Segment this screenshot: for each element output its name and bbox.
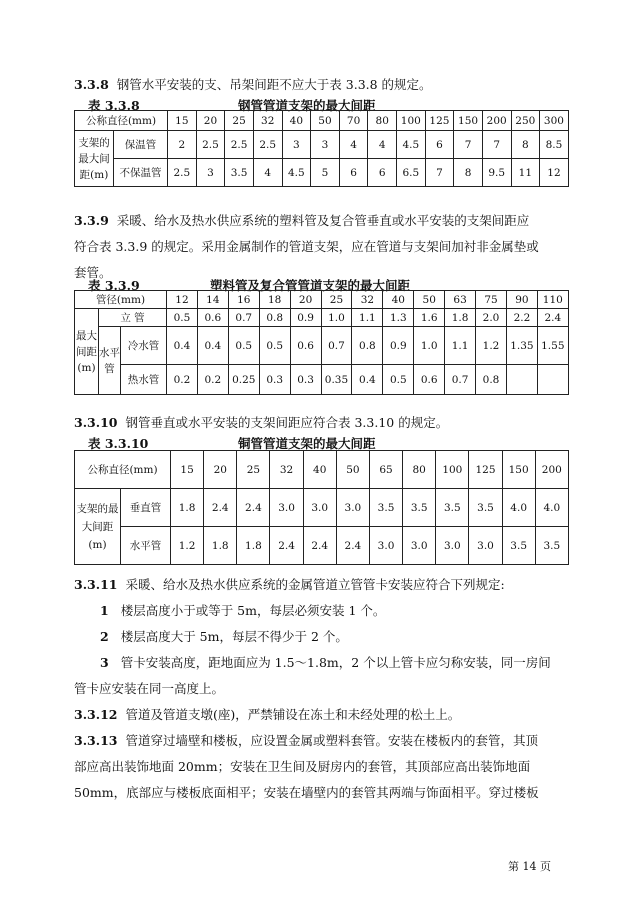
diameter-header-cell: 20 — [204, 451, 237, 489]
diameter-header-cell: 300 — [540, 111, 569, 131]
table-row — [75, 309, 569, 327]
value-cell: 3 — [311, 131, 340, 159]
value-cell: 1.0 — [414, 327, 445, 365]
value-cell: 1.55 — [537, 327, 568, 365]
value-cell: 0.25 — [228, 365, 259, 395]
value-cell — [537, 365, 568, 395]
list-item-text: 楼层高度小于或等于 5m，每层必须安装 1 个。 — [120, 603, 386, 618]
list-item-number: 2 — [100, 629, 109, 644]
value-cell: 0.3 — [290, 365, 321, 395]
list-item — [74, 624, 348, 650]
value-cell: 1.8 — [237, 527, 270, 565]
value-cell: 3.5 — [469, 489, 502, 527]
value-cell: 0.3 — [259, 365, 290, 395]
value-cell: 1.35 — [506, 327, 537, 365]
row-name: 不保温管 — [114, 159, 168, 187]
header-label: 公称直径(mm) — [75, 451, 171, 489]
value-cell: 3.0 — [369, 527, 402, 565]
diameter-header-cell: 32 — [352, 291, 383, 309]
row-group-label: 支架的最大间距(m) — [75, 131, 114, 187]
table-row — [75, 527, 569, 565]
diameter-header-cell: 150 — [502, 451, 535, 489]
value-cell: 4 — [253, 159, 282, 187]
value-cell: 4.0 — [502, 489, 535, 527]
diameter-header-cell: 15 — [168, 111, 197, 131]
diameter-header-cell: 80 — [403, 451, 436, 489]
diameter-header-cell: 18 — [259, 291, 290, 309]
value-cell: 3 — [196, 159, 225, 187]
value-cell: 1.2 — [171, 527, 204, 565]
diameter-header-cell: 32 — [253, 111, 282, 131]
value-cell: 3 — [282, 131, 311, 159]
value-cell: 2.4 — [237, 489, 270, 527]
diameter-header-cell: 63 — [445, 291, 476, 309]
diameter-header-cell: 14 — [197, 291, 228, 309]
value-cell: 2.4 — [537, 309, 568, 327]
value-cell: 3.5 — [502, 527, 535, 565]
row-name: 热水管 — [121, 365, 167, 395]
list-item — [74, 598, 385, 624]
value-cell: 3.0 — [436, 527, 469, 565]
diameter-header-cell: 200 — [482, 111, 511, 131]
value-cell: 4.0 — [535, 489, 568, 527]
row-name: 垂直管 — [121, 489, 171, 527]
value-cell: 8.5 — [540, 131, 569, 159]
value-cell: 0.5 — [259, 327, 290, 365]
value-cell: 9.5 — [482, 159, 511, 187]
diameter-header-cell: 150 — [454, 111, 483, 131]
diameter-header-cell: 50 — [311, 111, 340, 131]
diameter-header-cell: 65 — [369, 451, 402, 489]
value-cell: 0.6 — [290, 327, 321, 365]
value-cell: 3.5 — [369, 489, 402, 527]
value-cell: 3.0 — [336, 489, 369, 527]
value-cell: 4.5 — [282, 159, 311, 187]
value-cell: 2.4 — [303, 527, 336, 565]
diameter-header-cell: 110 — [537, 291, 568, 309]
value-cell: 7 — [482, 131, 511, 159]
value-cell: 3.5 — [535, 527, 568, 565]
clause-text-line: 部应高出装饰地面 20mm；安装在卫生间及厨房内的套管，其顶部应高出装饰地面 — [74, 759, 531, 774]
value-cell: 0.7 — [228, 309, 259, 327]
value-cell: 0.6 — [414, 365, 445, 395]
horizontal-pipe-label: 水平管 — [99, 327, 121, 395]
clause-number: 3.3.8 — [74, 77, 109, 92]
value-cell: 0.9 — [383, 327, 414, 365]
value-cell: 12 — [540, 159, 569, 187]
diameter-header-cell: 32 — [270, 451, 303, 489]
value-cell: 0.9 — [290, 309, 321, 327]
value-cell: 0.4 — [352, 365, 383, 395]
list-item-continuation: 管卡应安装在同一高度上。 — [74, 681, 225, 696]
value-cell: 3.0 — [303, 489, 336, 527]
value-cell: 1.2 — [476, 327, 507, 365]
diameter-header-cell: 100 — [397, 111, 426, 131]
value-cell: 1.0 — [321, 309, 352, 327]
row-name: 冷水管 — [121, 327, 167, 365]
value-cell: 2.4 — [270, 527, 303, 565]
diameter-header-cell: 75 — [476, 291, 507, 309]
value-cell: 2.5 — [196, 131, 225, 159]
clause-number: 3.3.13 — [74, 733, 118, 748]
value-cell: 2.5 — [253, 131, 282, 159]
value-cell: 3.0 — [403, 527, 436, 565]
value-cell: 2 — [168, 131, 197, 159]
table-3-3-10 — [74, 450, 569, 565]
table-header-row — [75, 111, 569, 131]
value-cell: 5 — [311, 159, 340, 187]
value-cell: 2.2 — [506, 309, 537, 327]
table-header-row — [75, 451, 569, 489]
value-cell: 0.5 — [228, 327, 259, 365]
value-cell: 0.4 — [167, 327, 198, 365]
list-item-number: 1 — [100, 603, 109, 618]
list-item-text: 楼层高度大于 5m，每层不得少于 2 个。 — [120, 629, 348, 644]
value-cell: 0.7 — [321, 327, 352, 365]
value-cell: 3.5 — [436, 489, 469, 527]
clause-number: 3.3.9 — [74, 213, 109, 228]
diameter-header-cell: 80 — [368, 111, 397, 131]
diameter-header-cell: 125 — [469, 451, 502, 489]
value-cell: 11 — [511, 159, 540, 187]
value-cell: 0.2 — [197, 365, 228, 395]
row-name: 保温管 — [114, 131, 168, 159]
value-cell: 3.0 — [270, 489, 303, 527]
clause-3-3-8 — [74, 72, 574, 98]
diameter-header-cell: 200 — [535, 451, 568, 489]
value-cell: 3.0 — [469, 527, 502, 565]
diameter-header-cell: 16 — [228, 291, 259, 309]
value-cell: 0.5 — [167, 309, 198, 327]
value-cell: 8 — [511, 131, 540, 159]
list-item-text: 管卡安装高度，距地面应为 1.5～1.8m，2 个以上管卡应匀称安装，同一房间 — [120, 655, 551, 670]
diameter-header-cell: 100 — [436, 451, 469, 489]
diameter-header-cell: 25 — [321, 291, 352, 309]
diameter-header-cell: 20 — [196, 111, 225, 131]
clause-number: 3.3.12 — [74, 707, 118, 722]
diameter-header-cell: 50 — [336, 451, 369, 489]
table-3-3-8 — [74, 110, 569, 187]
value-cell: 7 — [454, 131, 483, 159]
table-3-3-10-label: 表 3.3.10 — [88, 436, 149, 451]
value-cell: 0.6 — [197, 309, 228, 327]
clause-3-3-11 — [74, 572, 574, 598]
diameter-header-cell: 90 — [506, 291, 537, 309]
diameter-header-cell: 25 — [225, 111, 254, 131]
clause-3-3-12 — [74, 702, 574, 728]
value-cell: 0.5 — [383, 365, 414, 395]
value-cell: 1.8 — [171, 489, 204, 527]
value-cell: 6 — [339, 159, 368, 187]
table-3-3-9 — [74, 290, 569, 395]
table-3-3-8-title: 钢管管道支架的最大间距 — [238, 98, 376, 113]
table-3-3-10-title: 铜管管道支架的最大间距 — [238, 436, 376, 451]
value-cell: 0.2 — [167, 365, 198, 395]
page-number: 第 14 页 — [508, 860, 551, 873]
diameter-header-cell: 25 — [237, 451, 270, 489]
value-cell: 0.35 — [321, 365, 352, 395]
value-cell: 1.1 — [352, 309, 383, 327]
value-cell: 2.5 — [168, 159, 197, 187]
diameter-header-cell: 12 — [167, 291, 198, 309]
header-label: 公称直径(mm) — [75, 111, 168, 131]
value-cell: 6.5 — [397, 159, 426, 187]
row-group-label: 最大间距(m) — [75, 309, 99, 395]
diameter-header-cell: 15 — [171, 451, 204, 489]
row-name: 立 管 — [99, 309, 167, 327]
table-header-row — [75, 291, 569, 309]
diameter-header-cell: 40 — [282, 111, 311, 131]
value-cell: 3.5 — [225, 159, 254, 187]
value-cell: 1.6 — [414, 309, 445, 327]
table-row — [75, 327, 569, 365]
value-cell: 0.8 — [352, 327, 383, 365]
row-name: 水平管 — [121, 527, 171, 565]
clause-text: 采暖、给水及热水供应系统的金属管道立管管卡安装应符合下列规定: — [125, 577, 505, 592]
clause-3-3-13 — [74, 728, 574, 806]
value-cell — [506, 365, 537, 395]
value-cell: 0.4 — [197, 327, 228, 365]
list-item — [74, 650, 551, 676]
diameter-header-cell: 40 — [383, 291, 414, 309]
table-row — [75, 365, 569, 395]
value-cell: 1.8 — [445, 309, 476, 327]
clause-text-line: 50mm，底部应与楼板底面相平；安装在墙壁内的套管其两端与饰面相平。穿过楼板 — [74, 785, 539, 800]
clause-3-3-9 — [74, 208, 574, 286]
clause-text: 钢管水平安装的支、吊架间距不应大于表 3.3.8 的规定。 — [116, 77, 432, 92]
clause-number: 3.3.10 — [74, 415, 118, 430]
diameter-header-cell: 50 — [414, 291, 445, 309]
value-cell: 4.5 — [397, 131, 426, 159]
value-cell: 6 — [425, 131, 454, 159]
diameter-header-cell: 70 — [339, 111, 368, 131]
value-cell: 1.8 — [204, 527, 237, 565]
list-item-number: 3 — [100, 655, 109, 670]
table-3-3-9-title: 塑料管及复合管管道支架的最大间距 — [210, 278, 411, 293]
value-cell: 1.1 — [445, 327, 476, 365]
clause-text: 钢管垂直或水平安装的支架间距应符合表 3.3.10 的规定。 — [125, 415, 449, 430]
table-3-3-9-label: 表 3.3.9 — [88, 278, 140, 293]
value-cell: 2.5 — [225, 131, 254, 159]
value-cell: 0.8 — [476, 365, 507, 395]
clause-text: 管道及管道支墩(座)，严禁铺设在冻土和未经处理的松土上。 — [125, 707, 461, 722]
table-row — [75, 159, 569, 187]
table-row — [75, 131, 569, 159]
clause-text-line: 采暖、给水及热水供应系统的塑料管及复合管垂直或水平安装的支架间距应 — [116, 213, 530, 228]
value-cell: 0.8 — [259, 309, 290, 327]
table-3-3-8-label: 表 3.3.8 — [88, 98, 140, 113]
diameter-header-cell: 250 — [511, 111, 540, 131]
value-cell: 6 — [368, 159, 397, 187]
value-cell: 7 — [425, 159, 454, 187]
header-label: 管径(mm) — [75, 291, 167, 309]
clause-number: 3.3.11 — [74, 577, 118, 592]
value-cell: 1.3 — [383, 309, 414, 327]
clause-text-line: 管道穿过墙壁和楼板，应设置金属或塑料套管。安装在楼板内的套管，其顶 — [125, 733, 539, 748]
value-cell: 2.4 — [204, 489, 237, 527]
diameter-header-cell: 125 — [425, 111, 454, 131]
value-cell: 8 — [454, 159, 483, 187]
clause-text-line: 符合表 3.3.9 的规定。采用金属制作的管道支架，应在管道与支架间加衬非金属垫或 — [74, 239, 539, 254]
row-group-label: 支架的最大间距(m) — [75, 489, 121, 565]
value-cell: 3.5 — [403, 489, 436, 527]
diameter-header-cell: 40 — [303, 451, 336, 489]
value-cell: 0.7 — [445, 365, 476, 395]
value-cell: 4 — [339, 131, 368, 159]
clause-text-line: 套管。 — [74, 265, 112, 280]
value-cell: 2.0 — [476, 309, 507, 327]
clause-3-3-10 — [74, 410, 574, 436]
table-row — [75, 489, 569, 527]
diameter-header-cell: 20 — [290, 291, 321, 309]
value-cell: 4 — [368, 131, 397, 159]
value-cell: 2.4 — [336, 527, 369, 565]
